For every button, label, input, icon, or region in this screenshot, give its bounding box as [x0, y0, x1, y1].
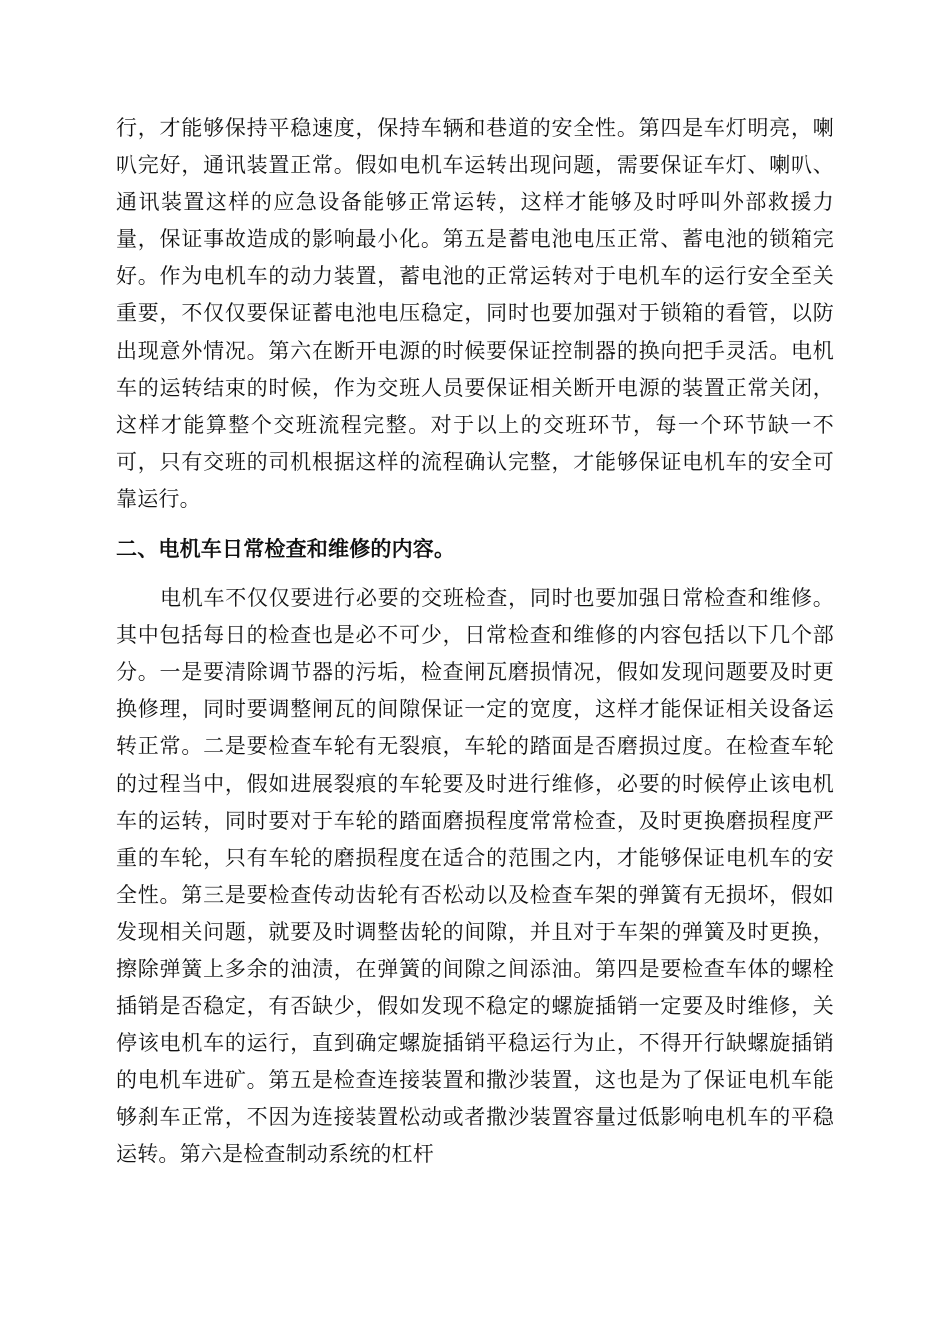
document-body [116, 110, 834, 1174]
section-heading: 二、电机车日常检查和维修的内容。 [116, 537, 456, 562]
paragraph-daily-inspection: 电机车不仅仅要进行必要的交班检查，同时也要加强日常检查和维修。其中包括每日的检查也是必不可少，日常检查和维修的内容包括以下几个部分。一是要清除调节器的污垢，检查闸瓦磨损情况，假如发现问题要及时更换修理，同时要调整闸瓦的间隙保证一定的宽度，这样才能保证相关设备运转正常。二是要检查车轮有无裂痕，车轮的踏面是否磨损过度。在检查车轮的过程当中，假如进展裂痕的车轮要及时进行维修，必要的时候停止该电机车的运转，同时要对于车轮的踏面磨损程度常常检查，及时更换磨损程度严重的车轮，只有车轮的磨损程度在适合的范围之内，才能够保证电机车的安全性。第三是要检查传动齿轮有否松动以及检查车架的弹簧有无损坏，假如发现相关问题，就要及时调整齿轮的间隙，并且对于车架的弹簧及时更换，擦除弹簧上多余的油渍，在弹簧的间隙之间添油。第四是要检查车体的螺栓插销是否稳定，有否缺少，假如发现不稳定的螺旋插销一定要及时维修，关停该电机车的运行，直到确定螺旋插销平稳运行为止，不得开行缺螺旋插销的电机车进矿。第五是检查连接装置和撒沙装置，这也是为了保证电机车能够刹车正常，不因为连接装置松动或者撒沙装置容量过低影响电机车的平稳运转。第六是检查制动系统的杠杆 [116, 586, 834, 1167]
paragraph-continued: 行，才能够保持平稳速度，保持车辆和巷道的安全性。第四是车灯明亮，喇叭完好，通讯装置正常。假如电机车运转出现问题，需要保证车灯、喇叭、通讯装置这样的应急设备能够正常运转，这样才能够及时呼叫外部救援力量，保证事故造成的影响最小化。第五是蓄电池电压正常、蓄电池的锁箱完好。作为电机车的动力装置，蓄电池的正常运转对于电机车的运行安全至关重要，不仅仅要保证蓄电池电压稳定，同时也要加强对于锁箱的看管，以防出现意外情况。第六在断开电源的时候要保证控制器的换向把手灵活。电机车的运转结束的时候，作为交班人员要保证相关断开电源的装置正常关闭，这样才能算整个交班流程完整。对于以上的交班环节，每一个环节缺一不可，只有交班的司机根据这样的流程确认完整，才能够保证电机车的安全可靠运行。 [116, 116, 834, 511]
